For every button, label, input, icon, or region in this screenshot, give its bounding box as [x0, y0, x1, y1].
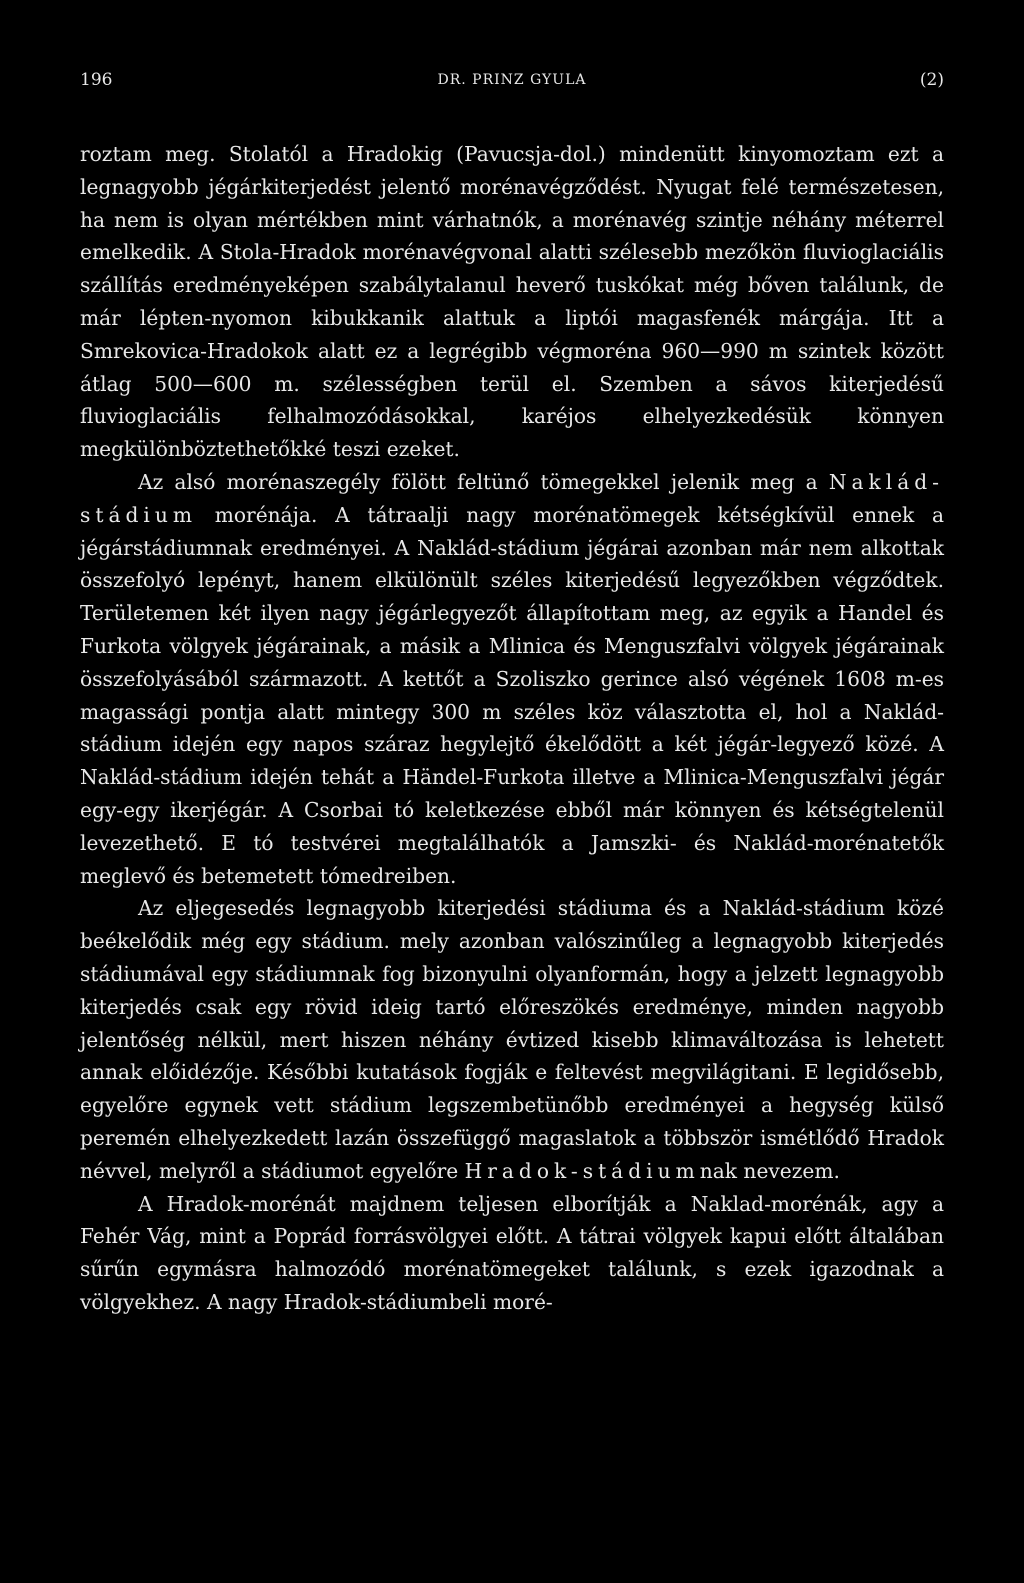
paragraph-3 — [80, 892, 944, 1187]
body-text — [80, 138, 944, 1319]
running-header — [80, 70, 944, 96]
spaced-term-naklad-stadium: Naklád-stádium — [80, 469, 944, 527]
page-number: 196 — [80, 70, 113, 90]
paragraph-2 — [80, 466, 944, 892]
paragraph-2-text-before: Az alsó morénaszegély fölött feltünő tömegekkel jelenik meg a — [138, 469, 829, 494]
paragraph-2-text-after: morénája. A tátraalji nagy morénatömegek kétségkívül ennek a jégárstádiumnak eredményei. A Naklád-stádium jégárai azonban már nem alkottak összefolyó lepényt, hanem elkülönült széles kiterjedésű legyezőkben végződtek. Területemen két ilyen nagy jégárlegyezőt állapítottam meg, az egyik a Handel és Furkota völgyek jégárainak, a másik a Mlinica és Menguszfalvi völgyek jégárainak összefolyásából származott. A kettőt a Szoliszko gerince alsó végének 1608 m-es magassági pontja alatt mintegy 300 m széles köz választotta el, hol a Naklád-stádium idején egy napos száraz hegylejtő ékelődött a két jégár-legyező közé. A Naklád-stádium idején tehát a Händel-Furkota illetve a Mlinica-Menguszfalvi jégár egy-egy ikerjégár. A Csorbai tó keletkezése ebből már könnyen és kétségtelenül levezethető. E tó testvérei megtalálhatók a Jamszki- és Naklád-morénatetők meglevő és betemetett tómedreiben. — [80, 502, 944, 888]
section-number: (2) — [919, 70, 944, 90]
running-head-author: DR. PRINZ GYULA — [437, 72, 587, 88]
paragraph-3-text-after: nak nevezem. — [699, 1158, 840, 1183]
paragraph-4: A Hradok-morénát majdnem teljesen elborítják a Naklad-morénák, agy a Fehér Vág, mint a Poprád forrásvölgyei előtt. A tátrai völgyek kapui előtt általában sűrűn egymásra halmozódó morénatömegeket találunk, s ezek igazodnak a völgyekhez. A nagy Hradok-stádiumbeli moré- — [80, 1191, 944, 1314]
spaced-term-hradok-stadium: Hradok-stádium — [464, 1158, 700, 1183]
paragraph-3-text-before: Az eljegesedés legnagyobb kiterjedési stádiuma és a Naklád-stádium közé beékelődik még egy stádium. mely azonban valószinűleg a legnagyobb kiterjedés stádiumával egy stádiumnak fog bizonyulni olyanformán, hogy a jelzett legnagyobb kiterjedés csak egy rövid ideig tartó előreszökés eredménye, minden nagyobb jelentőség nélkül, mert hiszen néhány évtized kisebb klimaváltozása is lehetett annak előidézője. Későbbi kutatások fogják e feltevést megvilágitani. E legidősebb, egyelőre egynek vett stádium legszembetünőbb eredményei a hegység külső peremén elhelyezkedett lazán összefüggő magaslatok a többször ismétlődő Hradok névvel, melyről a stádiumot egyelőre — [80, 896, 944, 1183]
paragraph-1: roztam meg. Stolatól a Hradokig (Pavucsja-dol.) mindenütt kinyomoztam ezt a legnagyobb jégárkiterjedést jelentő morénavégződést. Nyugat felé természetesen, ha nem is olyan mértékben mint várhatnók, a morénavég szintje néhány méterrel emelkedik. A Stola-Hradok morénavégvonal alatti szélesebb mezőkön fluvioglaciális szállítás eredményeképen szabálytalanul heverő tuskókat még bőven találunk, de már lépten-nyomon kibukkanik alattuk a liptói magasfenék márgája. Itt a Smrekovica-Hradokok alatt ez a legrégibb végmoréna 960—990 m szintek között átlag 500—600 m. szélességben terül el. Szemben a sávos kiterjedésű fluvioglaciális felhalmozódásokkal, karéjos elhelyezkedésük könnyen megkülönböztethetőkké teszi ezeket. — [80, 142, 944, 462]
